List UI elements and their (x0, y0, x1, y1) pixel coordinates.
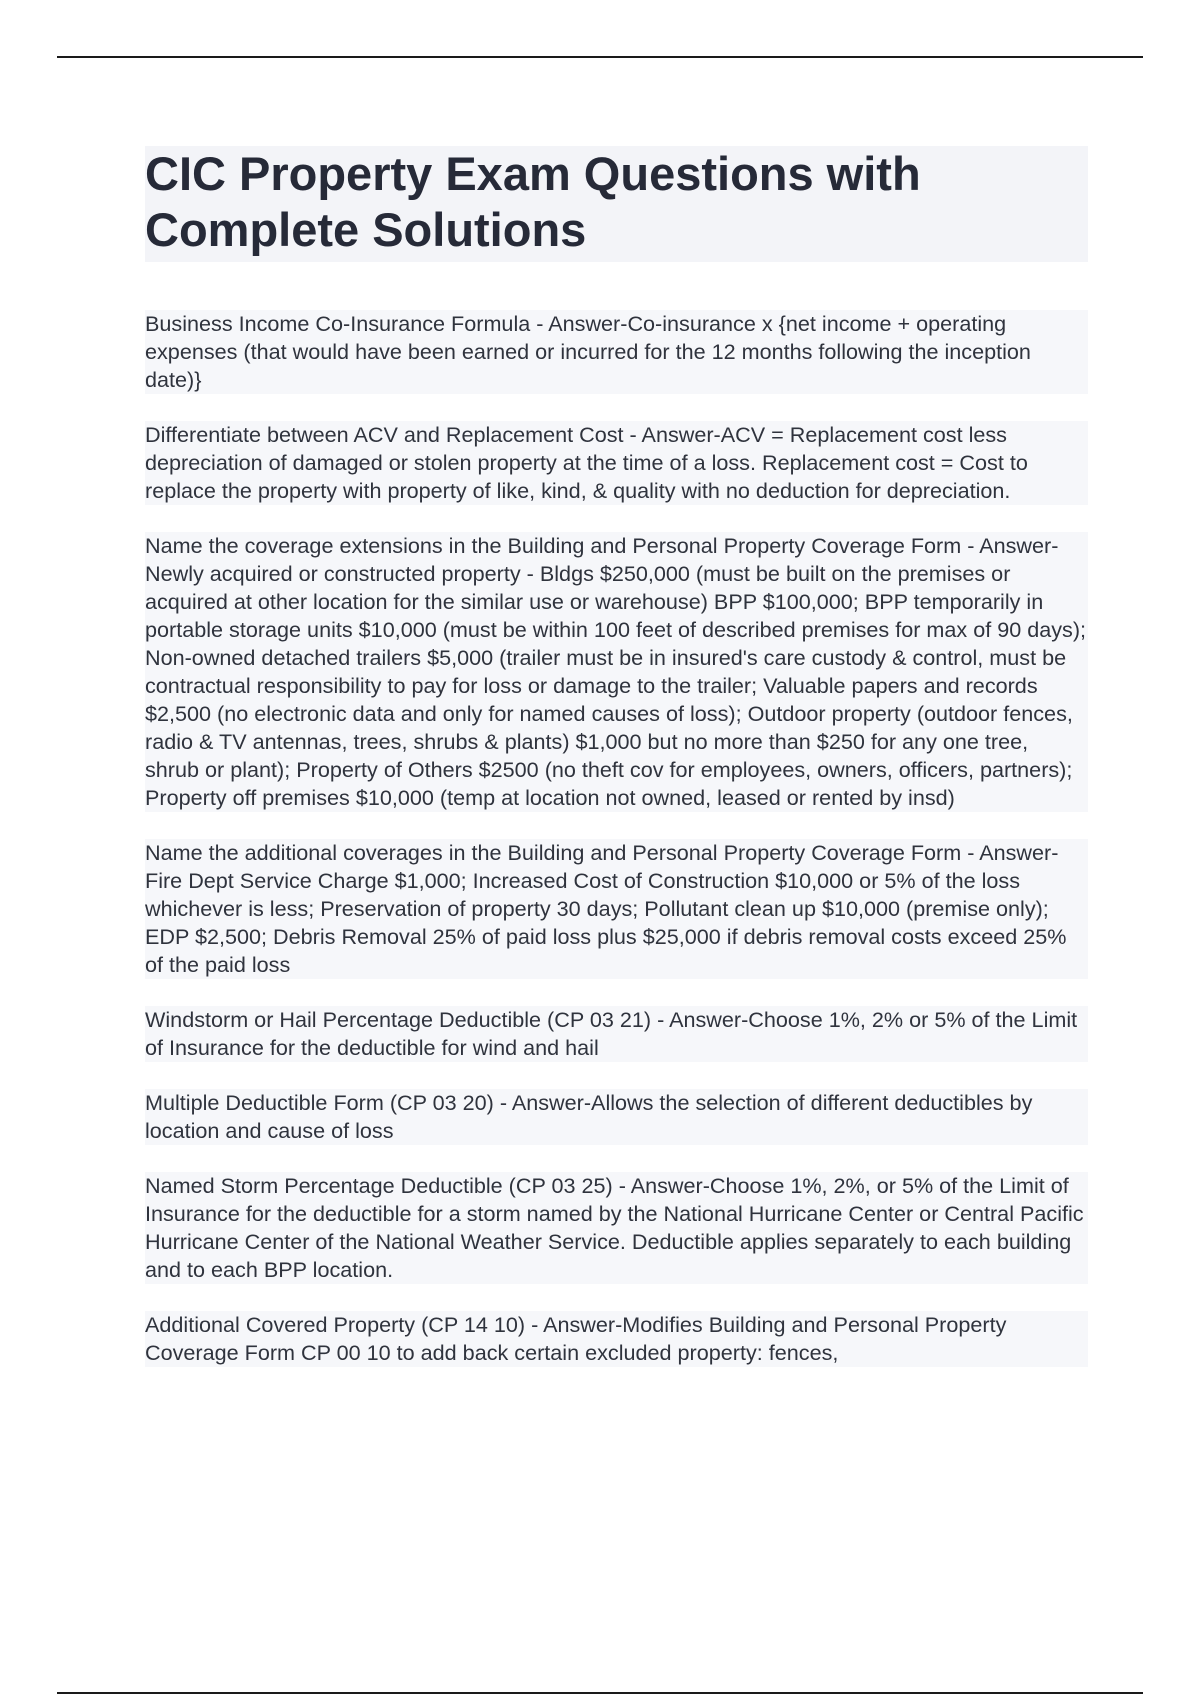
page-content (145, 146, 1088, 1394)
qa-entry: Differentiate between ACV and Replacement Cost - Answer-ACV = Replacement cost less depreciation of damaged or stolen property at the time of a loss. Replacement cost = Cost to replace the property with property of like, kind, & quality with no deduction for depreciation. (145, 421, 1088, 505)
qa-entry: Multiple Deductible Form (CP 03 20) - Answer-Allows the selection of different deductibles by location and cause of loss (145, 1089, 1088, 1145)
qa-entry: Name the coverage extensions in the Building and Personal Property Coverage Form - Answer-Newly acquired or constructed property - Bldgs $250,000 (must be built on the premises or acquired at other location for the similar use or warehouse) BPP $100,000; BPP temporarily in portable storage units $10,000 (must be within 100 feet of described premises for max of 90 days); Non-owned detached trailers $5,000 (trailer must be in insured's care custody & control, must be contractual responsibility to pay for loss or damage to the trailer; Valuable papers and records $2,500 (no electronic data and only for named causes of loss); Outdoor property (outdoor fences, radio & TV antennas, trees, shrubs & plants) $1,000 but no more than $250 for any one tree, shrub or plant); Property of Others $2500 (no theft cov for employees, owners, officers, partners); Property off premises $10,000 (temp at location not owned, leased or rented by insd) (145, 533, 1087, 810)
qa-entry: Name the additional coverages in the Building and Personal Property Coverage Form - Answer-Fire Dept Service Charge $1,000; Increased Cost of Construction $10,000 or 5% of the loss whichever is less; Preservation of property 30 days; Pollutant clean up $10,000 (premise only); EDP $2,500; Debris Removal 25% of paid loss plus $25,000 if debris removal costs exceed 25% of the paid loss (145, 839, 1088, 979)
qa-entry: Business Income Co-Insurance Formula - Answer-Co-insurance x {net income + operating expenses (that would have been earned or incurred for the 12 months following the inception date)} (145, 310, 1088, 394)
bottom-rule (57, 1692, 1143, 1694)
page-title: CIC Property Exam Questions with Complete Solutions (145, 147, 921, 256)
top-rule (57, 56, 1143, 58)
qa-entry: Windstorm or Hail Percentage Deductible (CP 03 21) - Answer-Choose 1%, 2% or 5% of the Limit of Insurance for the deductible for wind and hail (145, 1006, 1088, 1062)
qa-entry: Additional Covered Property (CP 14 10) - Answer-Modifies Building and Personal Property Coverage Form CP 00 10 to add back certain excluded property: fences, (145, 1311, 1088, 1367)
qa-list (145, 310, 1088, 1367)
qa-entry: Named Storm Percentage Deductible (CP 03 25) - Answer-Choose 1%, 2%, or 5% of the Limit of Insurance for the deductible for a storm named by the National Hurricane Center or Central Pacific Hurricane Center of the National Weather Service. Deductible applies separately to each building and to each BPP location. (145, 1172, 1088, 1284)
title-block (145, 146, 1088, 262)
